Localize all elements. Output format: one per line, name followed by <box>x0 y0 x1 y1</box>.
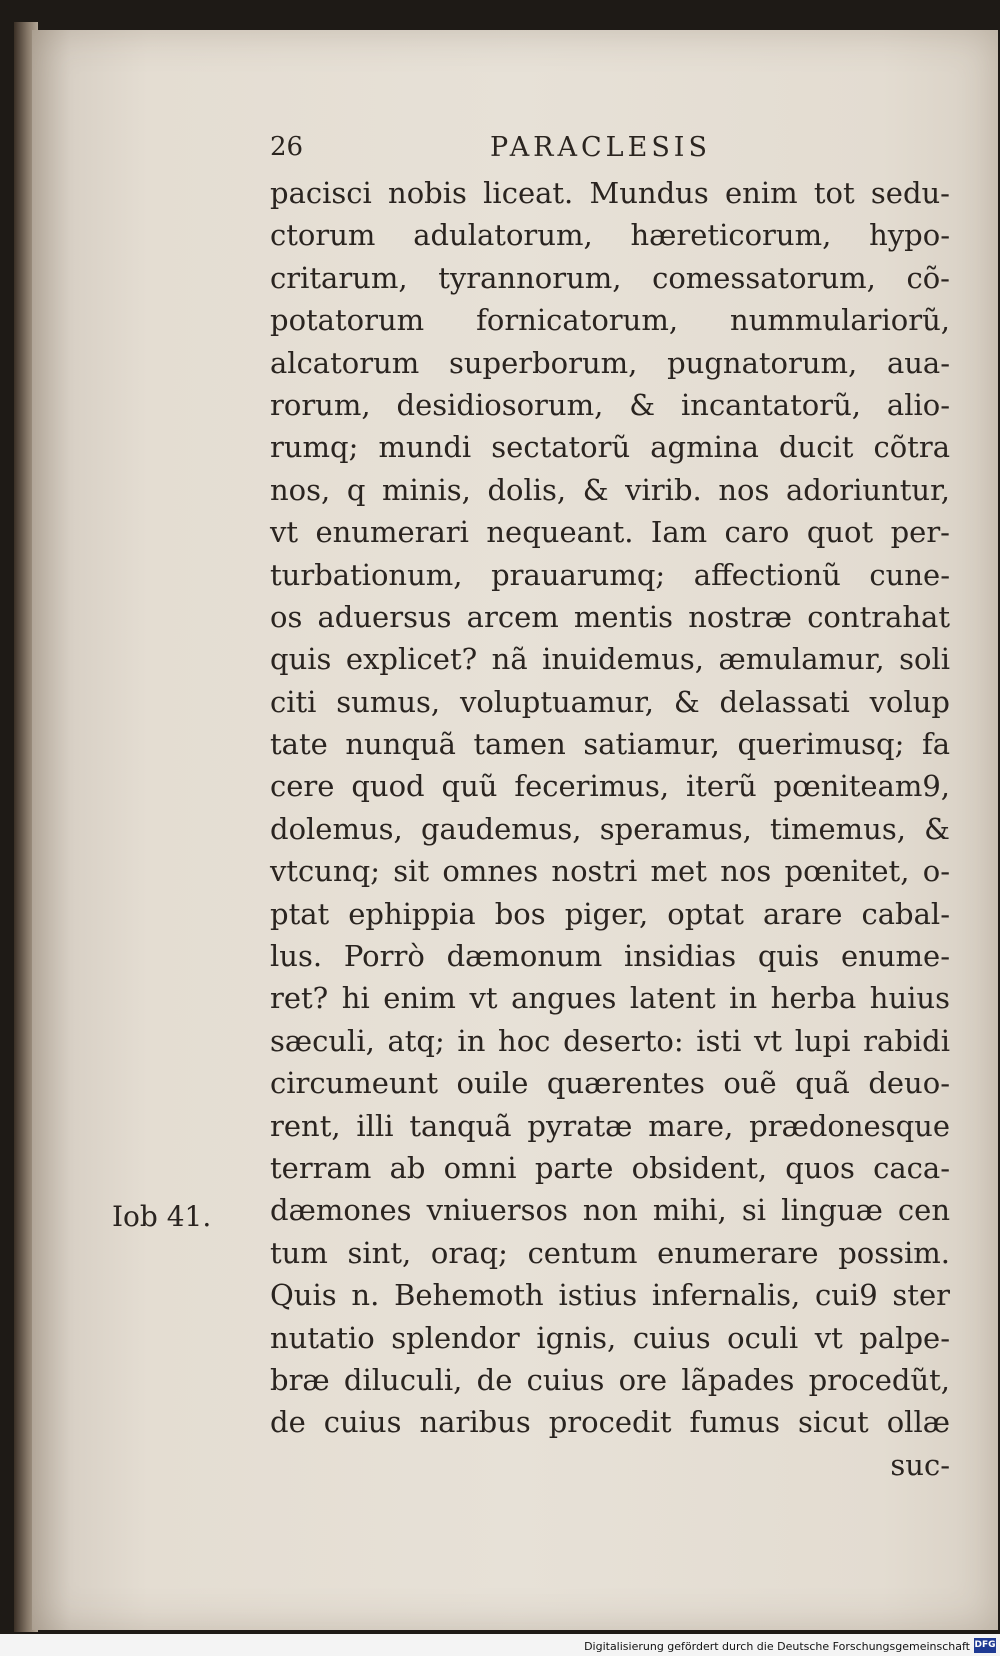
text-line: rorum, desidiosorum, & incantatorũ, alio- <box>270 387 950 422</box>
footer-bar <box>0 1634 1000 1656</box>
text-line: nos, q minis, dolis, & virib. nos adoriuntur, <box>270 472 950 507</box>
text-line: Quis n. Behemoth istius infernalis, cui9 ster <box>270 1278 950 1313</box>
running-title: PARACLESIS <box>490 132 711 163</box>
text-line: turbationum, prauarumq; affectionũ cune- <box>270 557 950 592</box>
text-line: pacisci nobis liceat. Mundus enim tot sedu- <box>270 176 950 210</box>
text-line: rent, illi tanquã pyratæ mare, prædonesque <box>270 1108 950 1143</box>
text-line: ctorum adulatorum, hæreticorum, hypo- <box>270 218 950 253</box>
text-line: de cuius naribus procedit fumus sicut ollæ <box>270 1405 950 1440</box>
text-line: ret? hi enim vt angues latent in herba huius <box>270 981 950 1016</box>
text-line: vtcunq; sit omnes nostri met nos pœnitet, o- <box>270 854 950 889</box>
catchword: suc- <box>890 1447 950 1482</box>
text-line: rumq; mundi sectatorũ agmina ducit cõtra <box>270 430 950 465</box>
text-line: critarum, tyrannorum, comessatorum, cõ- <box>270 260 950 295</box>
text-line: circumeunt ouile quærentes ouẽ quã deuo- <box>270 1066 950 1101</box>
text-line: nutatio splendor ignis, cuius oculi vt palpe- <box>270 1320 950 1355</box>
text-line: dolemus, gaudemus, speramus, timemus, & <box>270 811 950 846</box>
text-line: cere quod quũ fecerimus, iterũ pœniteam9, <box>270 769 950 804</box>
text-line: quis explicet? nã inuidemus, æmulamur, soli <box>270 642 950 677</box>
page-header <box>270 132 970 176</box>
text-line: alcatorum superborum, pugnatorum, aua- <box>270 345 950 380</box>
text-line: sæculi, atq; in hoc deserto: isti vt lupi rabidi <box>270 1023 950 1058</box>
text-line: citi sumus, voluptuamur, & delassati volup <box>270 684 950 719</box>
margin-note: Iob 41. <box>112 1200 212 1233</box>
text-line: dæmones vniuersos non mihi, si linguæ cen <box>270 1193 950 1228</box>
text-line: os aduersus arcem mentis nostræ contrahat <box>270 599 950 634</box>
text-line: lus. Porrò dæmonum insidias quis enume- <box>270 939 950 974</box>
text-line: tate nunquã tamen satiamur, querimusq; fa <box>270 727 950 762</box>
dfg-logo-icon: DFG <box>974 1638 996 1653</box>
text-line: bræ diluculi, de cuius ore lãpades procedũt, <box>270 1362 950 1397</box>
text-line: ptat ephippia bos piger, optat arare cabal- <box>270 896 950 931</box>
text-line: terram ab omni parte obsident, quos caca- <box>270 1150 950 1185</box>
text-line: tum sint, oraq; centum enumerare possim. <box>270 1235 950 1270</box>
page-number: 26 <box>270 132 304 162</box>
text-line: vt enumerari nequeant. Iam caro quot per- <box>270 515 950 550</box>
text-line: potatorum fornicatorum, nummulariorũ, <box>270 303 950 338</box>
body-text <box>270 172 950 1486</box>
funding-credit: Digitalisierung gefördert durch die Deutsche Forschungsgemeinschaft <box>584 1640 970 1653</box>
